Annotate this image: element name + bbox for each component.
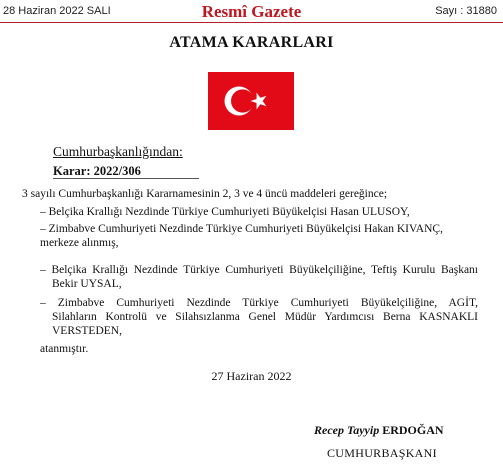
body-line: atanmıştır.	[40, 343, 89, 355]
signatory-name	[314, 423, 444, 438]
body-line: – Zimbabve Cumhuriyeti Nezdinde Türkiye Cumhuriyeti Büyükelçiliğine, AGİT,	[40, 297, 478, 309]
decision-separator	[53, 178, 199, 179]
document-title: ATAMA KARARLARI	[169, 34, 334, 51]
issue-date: 28 Haziran 2022 SALI	[3, 5, 111, 17]
document-date: 27 Haziran 2022	[211, 369, 292, 383]
body-line: Bekir UYSAL,	[52, 278, 122, 290]
masthead-rule	[0, 22, 503, 23]
body-line: – Belçika Krallığı Nezdinde Türkiye Cumhuriyeti Büyükelçiliğine, Teftiş Kurulu Başkanı	[40, 264, 478, 276]
body-line: VERSTEDEN,	[52, 325, 122, 337]
body-line: merkeze alınmış,	[40, 237, 119, 249]
decision-number: Karar: 2022/306	[53, 164, 141, 178]
signatory-given-name: Recep Tayyip	[314, 423, 380, 437]
body-line: – Belçika Krallığı Nezdinde Türkiye Cumhuriyeti Büyükelçisi Hasan ULUSOY,	[40, 206, 410, 218]
issuing-authority: Cumhurbaşkanlığından:	[53, 144, 183, 159]
issue-number: Sayı : 31880	[435, 5, 497, 17]
gazette-title: Resmî Gazete	[201, 2, 302, 21]
crescent-star-icon	[208, 72, 294, 130]
signatory-title: CUMHURBAŞKANI	[327, 446, 437, 460]
turkish-flag-icon	[208, 72, 294, 130]
preamble-line: 3 sayılı Cumhurbaşkanlığı Kararnamesinin 2, 3 ve 4 üncü maddeleri gereğince;	[22, 188, 388, 200]
masthead	[0, 0, 503, 24]
signatory-family-name: ERDOĞAN	[382, 423, 444, 437]
body-line: – Zimbabve Cumhuriyeti Nezdinde Türkiye Cumhuriyeti Büyükelçisi Hakan KIVANÇ,	[40, 223, 443, 235]
body-line: Silahların Kontrolü ve Silahsızlanma Genel Müdür Yardımcısı Berna KASNAKLI	[52, 311, 478, 323]
